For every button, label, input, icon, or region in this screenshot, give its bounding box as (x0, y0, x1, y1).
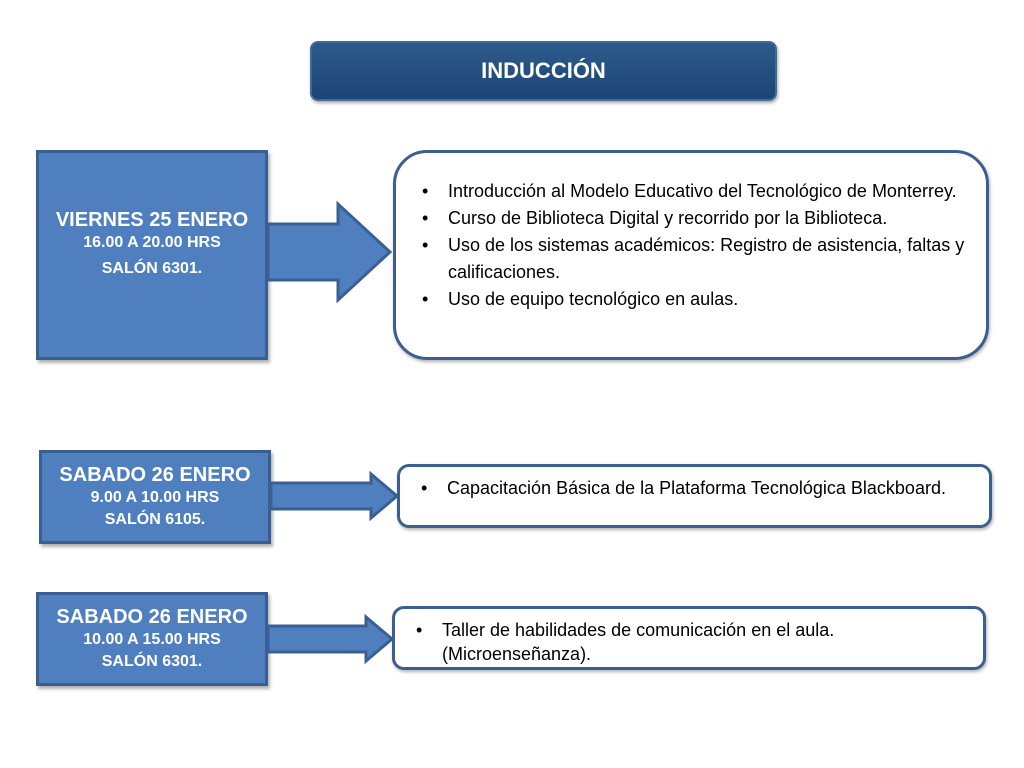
session-3-arrow (268, 615, 396, 663)
topic-item: • Uso de los sistemas académicos: Registro de asistencia, faltas y calificaciones. (410, 232, 966, 286)
topic-item: • Capacitación Básica de la Plataforma Tecnológica Blackboard. (409, 476, 969, 500)
topic-item: • Uso de equipo tecnológico en aulas. (410, 286, 966, 313)
session-1-arrow (268, 202, 394, 302)
topic-item: • Introducción al Modelo Educativo del Tecnológico de Monterrey. (410, 178, 966, 205)
session-2-day: SABADO 26 ENERO (59, 464, 251, 486)
session-3-time: 10.00 A 15.00 HRS (83, 631, 221, 648)
session-1-day: VIERNES 25 ENERO (55, 209, 249, 231)
session-1-date-box (36, 150, 268, 360)
session-1-topic-list (410, 178, 966, 313)
session-2-time: 9.00 A 10.00 HRS (90, 489, 220, 506)
session-3-day: SABADO 26 ENERO (56, 606, 248, 628)
session-3-date-box (36, 592, 268, 686)
session-1-topics (393, 150, 989, 360)
session-2-arrow (271, 472, 401, 520)
session-2-topic-list (409, 476, 969, 500)
page-title: INDUCCIÓN (481, 58, 606, 83)
session-3-room: SALÓN 6301. (101, 653, 203, 670)
topic-item: • Curso de Biblioteca Digital y recorrido por la Biblioteca. (410, 205, 966, 232)
session-2-room: SALÓN 6105. (104, 511, 206, 528)
session-1-room: SALÓN 6301. (101, 260, 203, 277)
topic-item: • Taller de habilidades de comunicación en el aula. (Microenseñanza). (404, 618, 963, 666)
title-banner (310, 41, 777, 101)
session-3-topic-list (404, 618, 963, 666)
session-1-time: 16.00 A 20.00 HRS (83, 234, 221, 251)
session-2-topics (397, 464, 992, 528)
session-3-topics (392, 606, 986, 670)
session-2-date-box (39, 450, 271, 544)
